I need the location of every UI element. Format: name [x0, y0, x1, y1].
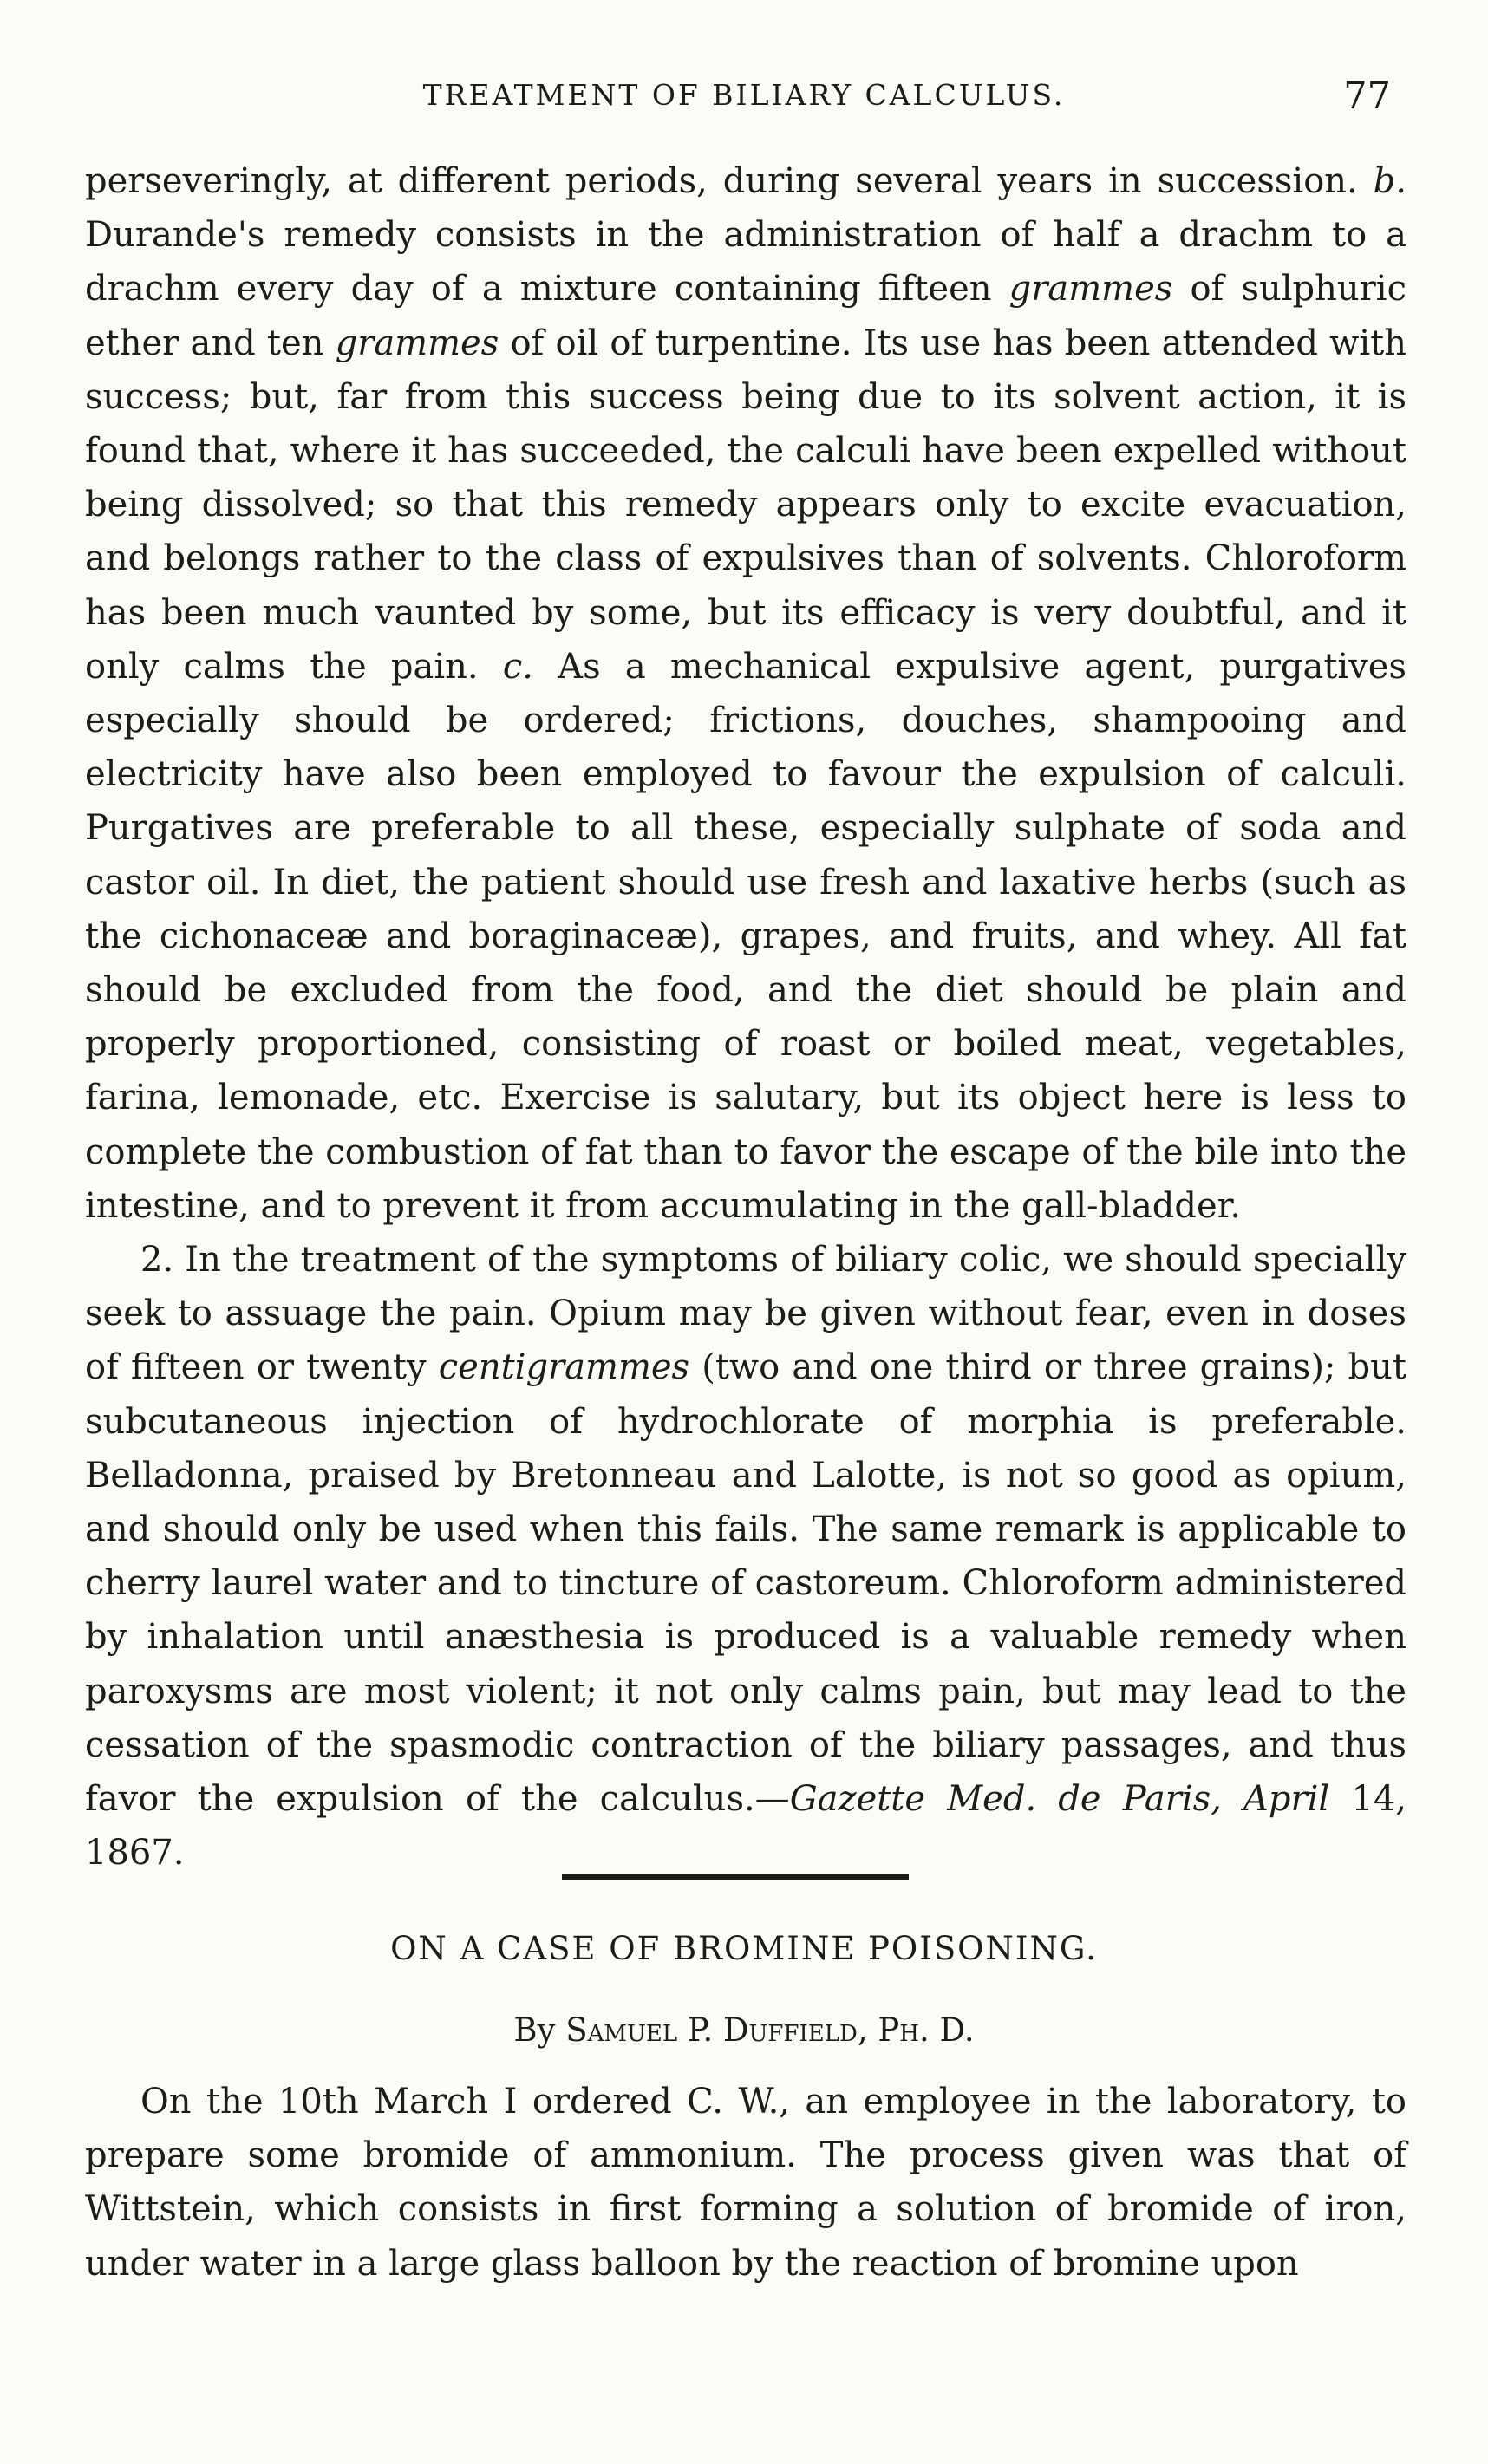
italic-term: centigrammes [438, 1347, 690, 1388]
citation-date: 14, 1867. [85, 1779, 1406, 1874]
paragraph-biliary-colic [85, 1233, 1406, 1880]
text-run: of sulphuric ether and ten [85, 269, 1406, 363]
running-head: TREATMENT OF BILIARY CALCULUS. [422, 78, 1066, 112]
main-text [85, 154, 1406, 1881]
text-run: As a mechanical expulsive agent, purgatives especially should be ordered; frictions, douches, shampooing and electricity have also been employed to favour the expulsion of calculi. Purgatives are preferable to all these, especially sulphate of soda and castor oil. In diet, the patient should use fresh and laxative herbs (such as the cichonaceæ and boraginaceæ), grapes, and fruits, and whey. All fat should be excluded from the food, and the diet should be plain and properly proportioned, consisting of roast or boiled meat, vegetables, farina, lemonade, etc. Exercise is salutary, but its object here is less to complete the combustion of fat than to favor the escape of the bile into the intestine, and to prevent it from accumulating in the gall-bladder. [85, 646, 1407, 1226]
article-text [85, 2075, 1406, 2291]
page-number: 77 [1343, 75, 1391, 118]
citation-source: Gazette Med. de Paris, April [789, 1779, 1330, 1820]
item-label-b: b. [1373, 161, 1406, 201]
author-name: Samuel P. Duffield, Ph. D. [565, 2011, 975, 2049]
text-run: (two and one third or three grains); but subcutaneous injection of hydrochlorate of morphia is preferable. Belladonna, praised by Bretonneau and Lalotte, is not so good as opium, and should only be used when this fails. The same remark is applicable to cherry laurel water and to tincture of castoreum. Chloroform administered by inhalation until anæsthesia is produced is a valuable remedy when paroxysms are most violent; it not only calms pain, but may lead to the cessation of the spasmodic contraction of the biliary passages, and thus favor the expulsion of the calculus.— [85, 1347, 1406, 1820]
byline-prefix: By [513, 2011, 566, 2049]
paragraph-bromine-case: On the 10th March I ordered C. W., an employee in the laboratory, to prepare some bromide of ammonium. The process given was that of Wittstein, which consists in first forming a solution of bromide of iron, under water in a large glass balloon by the reaction of bromine upon [85, 2082, 1406, 2284]
item-label-c: c. [502, 646, 533, 687]
italic-term: grammes [1008, 269, 1173, 310]
paragraph-biliary-remedies [85, 154, 1406, 1233]
text-run: perseveringly, at different periods, during several years in succession. [85, 161, 1374, 201]
article-title: ON A CASE OF BROMINE POISONING. [390, 1930, 1098, 1967]
italic-term: grammes [335, 323, 499, 363]
page-header [87, 75, 1401, 127]
text-run: 2. In the treatment of the symptoms of biliary colic, we should specially seek to assuage the pain. Opium may be given without fear, even in doses of fifteen or twenty [85, 1240, 1406, 1388]
text-run: of oil of turpentine. Its use has been attended with success; but, far from this success being due to its solvent action, it is found that, where it has succeeded, the calculi have been expelled without being dissolved; so that this remedy appears only to excite evacuation, and belongs rather to the class of expulsives than of solvents. Chloroform has been much vaunted by some, but its efficacy is very doubtful, and it only calms the pain. [85, 323, 1407, 687]
byline [87, 2011, 1401, 2049]
section-divider [562, 1874, 909, 1880]
text-run: Durande's remedy consists in the administration of half a drachm to a drachm every day of a mixture containing fifteen [85, 215, 1406, 310]
